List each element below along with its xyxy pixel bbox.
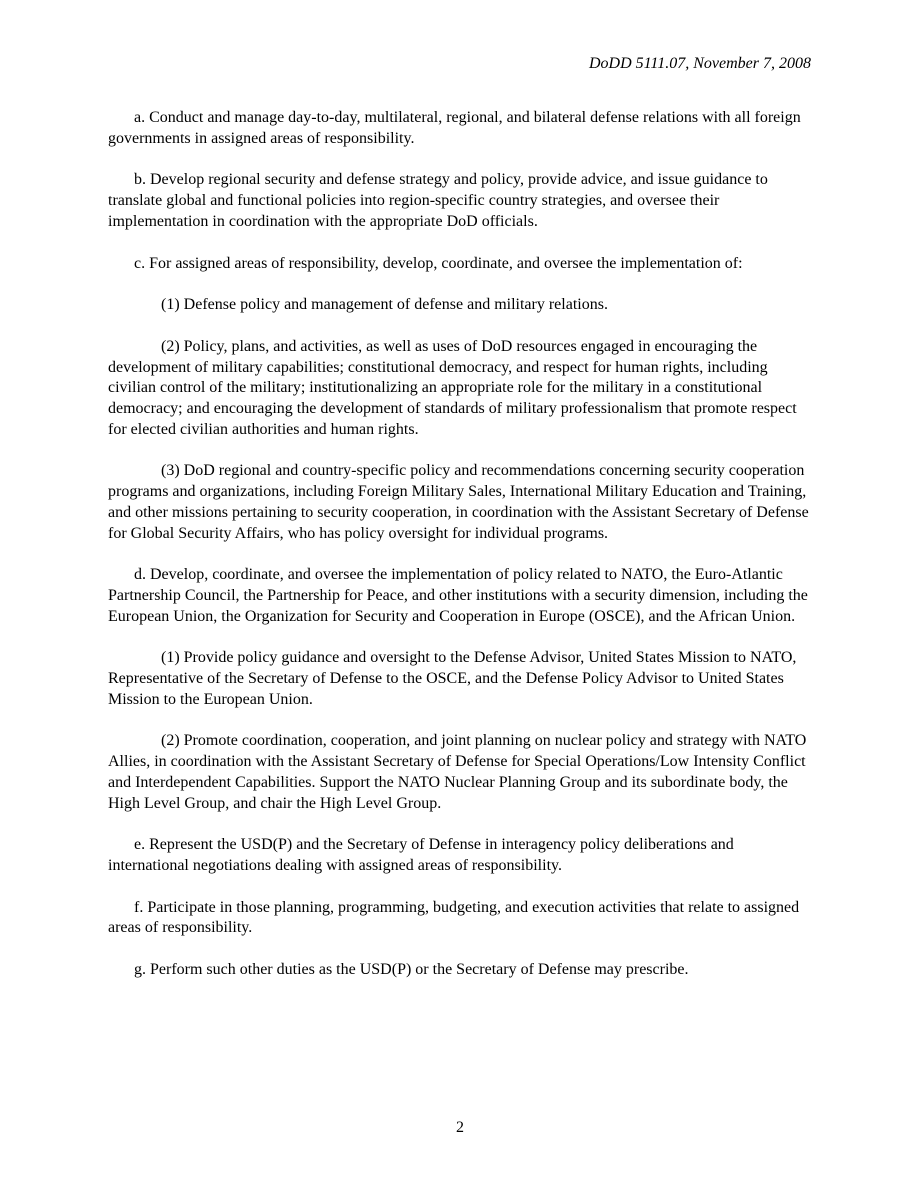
paragraph-c-3: (3) DoD regional and country-specific policy and recommendations concerning security cooperation programs and organizations, including Foreign Military Sales, International Military Education and Training, and other missions pertaining to security cooperation, in coordination with the Assistant Secretary of Defense for Global Security Affairs, who has policy oversight for individual programs. — [108, 462, 809, 542]
paragraph-b: b. Develop regional security and defense strategy and policy, provide advice, and issue guidance to translate global and functional policies into region-specific country strategies, and oversee their implementation in coordination with the appropriate DoD officials. — [108, 171, 768, 230]
document-body — [108, 108, 813, 1002]
paragraph-d: d. Develop, coordinate, and oversee the implementation of policy related to NATO, the Euro-Atlantic Partnership Council, the Partnership for Peace, and other institutions with a security dimension, including the European Union, the Organization for Security and Cooperation in Europe (OSCE), and the African Union. — [108, 566, 808, 625]
paragraph-e: e. Represent the USD(P) and the Secretary of Defense in interagency policy deliberations and international negotiations dealing with assigned areas of responsibility. — [108, 836, 734, 874]
paragraph-g: g. Perform such other duties as the USD(P) or the Secretary of Defense may prescribe. — [134, 961, 689, 979]
paragraph-d-2: (2) Promote coordination, cooperation, and joint planning on nuclear policy and strategy with NATO Allies, in coordination with the Assistant Secretary of Defense for Special Operations/Low Intensity Conflict and Interdependent Capabilities. Support the NATO Nuclear Planning Group and its subordinate body, the High Level Group, and chair the High Level Group. — [108, 732, 807, 812]
paragraph-a: a. Conduct and manage day-to-day, multilateral, regional, and bilateral defense relations with all foreign governments in assigned areas of responsibility. — [108, 109, 801, 147]
paragraph-c-1: (1) Defense policy and management of defense and military relations. — [161, 296, 608, 314]
paragraph-c: c. For assigned areas of responsibility, develop, coordinate, and oversee the implementation of: — [134, 254, 743, 272]
document-reference-header: DoDD 5111.07, November 7, 2008 — [588, 55, 811, 72]
page-number: 2 — [456, 1119, 464, 1136]
paragraph-c-2: (2) Policy, plans, and activities, as well as uses of DoD resources engaged in encouraging the development of military capabilities; constitutional democracy, and respect for human rights, including civilian control of the military; institutionalizing an appropriate role for the military in a constitutional democracy; and encouraging the development of standards of military professionalism that promote respect for elected civilian authorities and human rights. — [108, 337, 797, 438]
paragraph-d-1: (1) Provide policy guidance and oversight to the Defense Advisor, United States Mission to NATO, Representative of the Secretary of Defense to the OSCE, and the Defense Policy Advisor to United States Mission to the European Union. — [108, 649, 797, 708]
paragraph-f: f. Participate in those planning, programming, budgeting, and execution activities that relate to assigned areas of responsibility. — [108, 898, 800, 937]
